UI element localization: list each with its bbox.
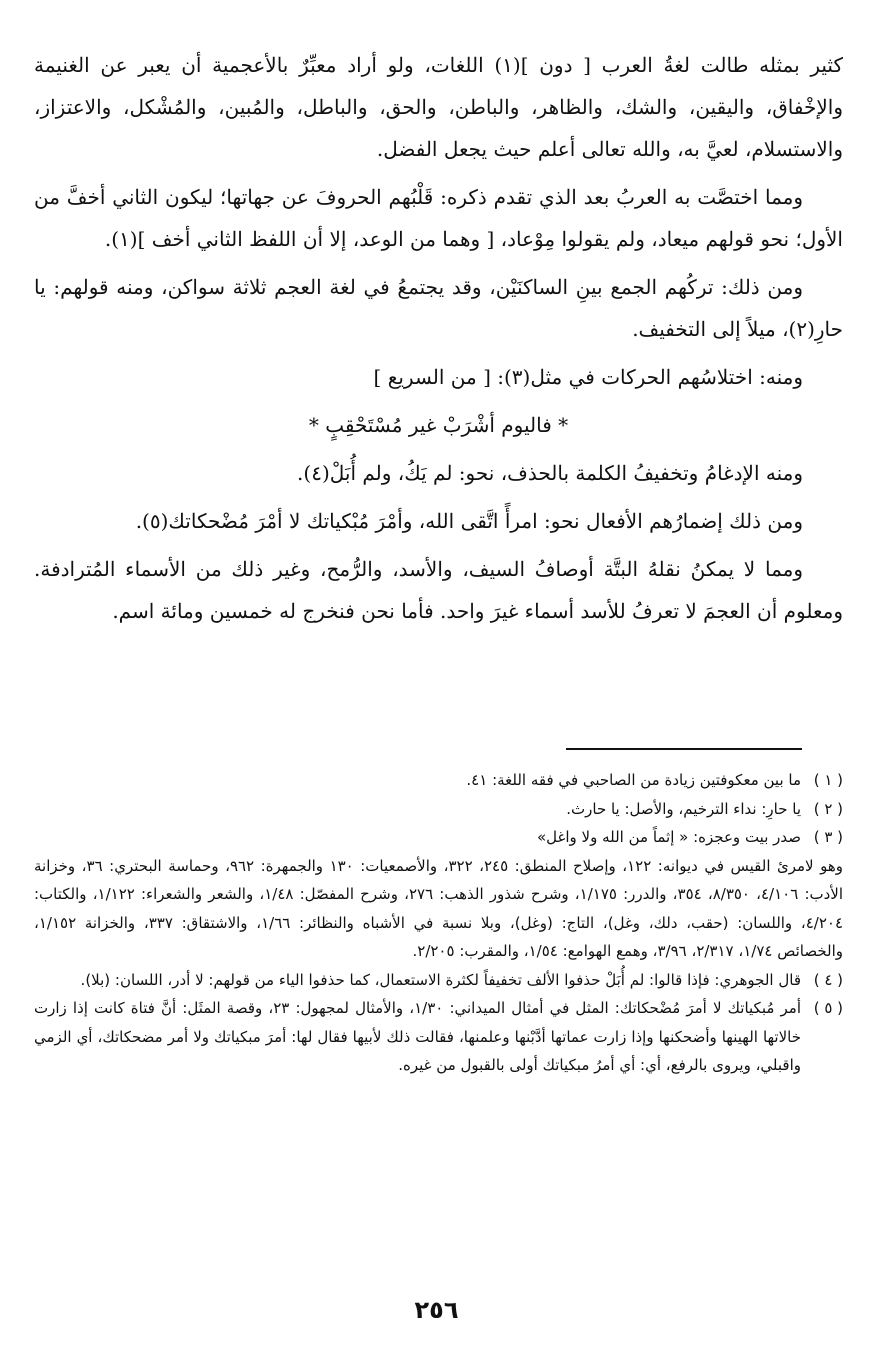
footnote (34, 766, 843, 795)
footnote-text: صدر بيت وعجزه: « إثماً من الله ولا واغل» (536, 828, 801, 846)
paragraph: ومنه الإدغامُ وتخفيفُ الكلمة بالحذف، نحو: لم يَكُ، ولم أُبَلْ(٤). (297, 461, 803, 485)
footnote-number: ( ٣ ) (813, 828, 843, 846)
footnote (34, 966, 843, 995)
footnote-text: قال الجوهري: فإذا قالوا: لم أُبَلْ حذفوا الألف تخفيفاً لكثرة الاستعمال، كما حذفوا الياء من قولهم: لا أدر، اللسان: (بلا). (80, 970, 801, 989)
paragraph: ومن ذلك: تركُهم الجمع بينِ الساكنَيْن، وقد يجتمعُ في لغة العجم ثلاثة سواكن، ومنه قولهم: يا حارِ(٢)، ميلاً إلى التخفيف. (34, 275, 843, 341)
paragraph: كثير بمثله طالت لغةُ العرب [ دون ](١) اللغات، ولو أراد معبِّرٌ بالأعجمية أن يعبر عن الغنيمة والإخْفاق، واليقين، والشك، والظاهر، والباطن، والحق، والباطل، والمُبين، والمُشْكل، والاعتزاز، والاستسلام، لعيَّ به، والله تعالى أعلم حيث يجعل الفضل. (34, 53, 843, 161)
footnote-number: ( ١ ) (813, 771, 843, 789)
footnote-number: ( ٢ ) (813, 799, 843, 818)
footnote-continuation: وهو لامرئ القيس في ديوانه: ١٢٢، وإصلاح المنطق: ٢٤٥، ٣٢٢، والأصمعيات: ١٣٠ والجمهرة: ٩٦٢، وحماسة البحتري: ٣٦، وخزانة الأدب: ٤/١٠٦، ٨/٣٥٠، ٣٥٤، والدرر: ١/١٧٥، وشرح شذور الذهب: ٢٧٦، وشرح المفصّل: ١/٤٨، والشعر والشعراء: ١/١٢٢، والكتاب: ٤/٢٠٤، واللسان: (حقب، دلك، وغل)، التاج: (وغل)، وبلا نسبة في الأشباه والنظائر: ١/٦٦، والاشتقاق: ٣٣٧، والخزانة ١/١٥٢، والخصائص ١/٧٤، ٢/٣١٧، ٣/٩٦، وهمع الهوامع: ١/٥٤، والمقرب: ٢/٢٠٥. (34, 856, 844, 960)
paragraph: ومن ذلك إضمارُهم الأفعال نحو: امرأً اتَّقى الله، وأمْرَ مُبْكياتك لا أمْرَ مُضْحكاتك(٥). (135, 509, 803, 533)
paragraph: ومنه: اختلاسُهم الحركات في مثل(٣): [ من السريع ] (373, 365, 803, 389)
footnote (34, 795, 843, 824)
footnote (34, 823, 843, 852)
footnote-number: ( ٤ ) (813, 970, 843, 989)
footnote (34, 994, 843, 1080)
footnote-separator (566, 748, 802, 750)
footnote-number: ( ٥ ) (813, 999, 843, 1017)
paragraph: ومما لا يمكنُ نقلهُ البتَّة أوصافُ السيف، والأسد، والرُّمح، وغير ذلك من الأسماء المُترادفة. ومعلوم أن العجمَ لا تعرفُ للأسد أسماء غيرَ واحد. فأما نحن فنخرج له خمسين ومائة اسم. (34, 557, 843, 623)
footnotes (34, 766, 843, 1080)
footnote-text: ما بين معكوفتين زيادة من الصاحبي في فقه اللغة: ٤١. (466, 771, 801, 789)
page-number: ٢٥٦ (414, 1296, 459, 1324)
verse-line: * فاليوم أشْرَبْ غير مُسْتَحْقِبٍ * (308, 413, 569, 437)
footnote-text: أمر مُبكياتك لا أمرَ مُضْحكاتك: المثل في أمثال الميداني: ١/٣٠، والأمثال لمجهول: ٢٣، وقصة المثَل: أنَّ فتاة كانت إذا زارت خالاتها الهينها وأضحكنها وإذا زارت عماتها أدَّبْنها وعلمنها، فقالت ذلك لأبيها فقال لها: أمرَ مبكياتك ولا أمر مضحكاتك، أي الزمي واقبلي، ويروى بالرفع، أي: أي أمرُ مبكياتك أولى بالقبول من غيره. (34, 999, 802, 1074)
footnote-text: يا حارِ: نداء الترخيم، والأصل: يا حارث. (566, 799, 801, 818)
main-text (34, 44, 843, 638)
paragraph: ومما اختصَّت به العربُ بعد الذي تقدم ذكره: قَلْبُهم الحروفَ عن جهاتها؛ ليكون الثاني أخفَّ من الأول؛ نحو قولهم ميعاد، ولم يقولوا مِوْعاد، [ وهما من الوعد، إلا أن اللفظ الثاني أخف ](١). (34, 185, 843, 251)
